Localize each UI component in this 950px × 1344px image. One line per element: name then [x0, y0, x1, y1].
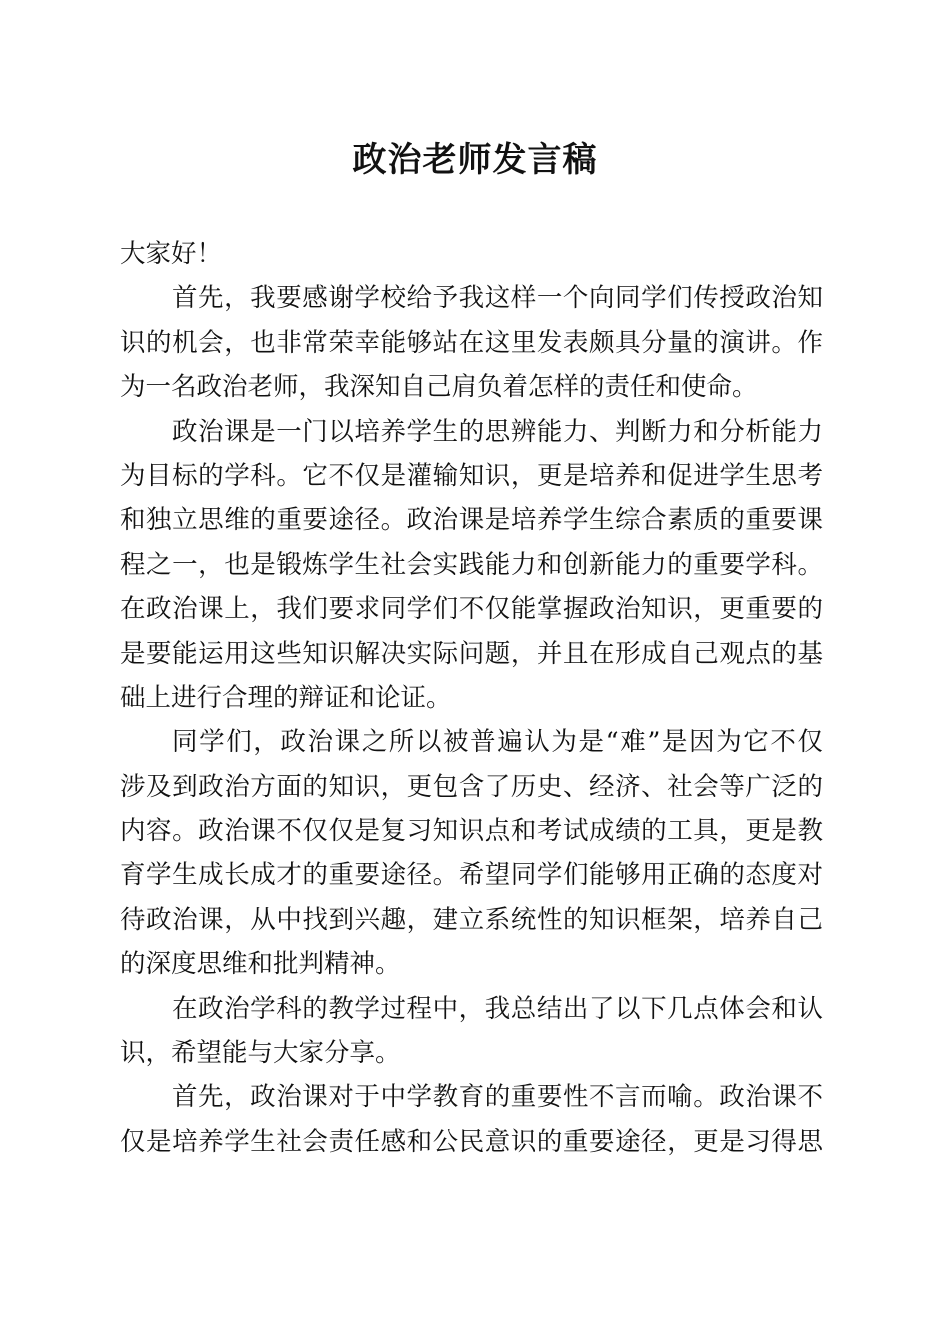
paragraph-line: 在政治课上，我们要求同学们不仅能掌握政治知识，更重要的: [120, 594, 823, 625]
paragraph-line: 在政治学科的教学过程中，我总结出了以下几点体会和认: [172, 993, 823, 1024]
paragraph-line: 识，希望能与大家分享。: [120, 1038, 401, 1069]
paragraph: [120, 410, 823, 721]
paragraph-line: 为目标的学科。它不仅是灌输知识，更是培养和促进学生思考: [120, 460, 823, 491]
paragraph-line: 涉及到政治方面的知识，更包含了历史、经济、社会等广泛的: [120, 771, 823, 802]
paragraph-line: 仅是培养学生社会责任感和公民意识的重要途径，更是习得思: [120, 1126, 823, 1157]
paragraph-line: 同学们，政治课之所以被普遍认为是“难”是因为它不仅: [172, 727, 823, 758]
paragraph: [120, 720, 823, 986]
paragraph-line: 程之一，也是锻炼学生社会实践能力和创新能力的重要学科。: [120, 549, 823, 580]
paragraph-line: 是要能运用这些知识解决实际问题，并且在形成自己观点的基: [120, 638, 823, 669]
paragraph-line: 的深度思维和批判精神。: [120, 949, 401, 980]
paragraphs: [120, 276, 823, 1164]
paragraph: [120, 1075, 823, 1164]
document-body: [120, 232, 823, 1164]
paragraph-line: 础上进行合理的辩证和论证。: [120, 682, 452, 713]
document-title: 政治老师发言稿: [352, 140, 598, 180]
paragraph: [120, 987, 823, 1076]
greeting: 大家好！: [120, 239, 223, 269]
paragraph-line: 识的机会，也非常荣幸能够站在这里发表颇具分量的演讲。作: [120, 327, 823, 358]
paragraph-line: 和独立思维的重要途径。政治课是培养学生综合素质的重要课: [120, 505, 823, 536]
paragraph-line: 育学生成长成才的重要途径。希望同学们能够用正确的态度对: [120, 860, 823, 891]
paragraph-line: 首先，政治课对于中学教育的重要性不言而喻。政治课不: [172, 1082, 823, 1113]
paragraph-line: 待政治课，从中找到兴趣，建立系统性的知识框架，培养自己: [120, 904, 823, 935]
paragraph-line: 首先，我要感谢学校给予我这样一个向同学们传授政治知: [172, 283, 823, 314]
paragraph: [120, 276, 823, 409]
paragraph-line: 为一名政治老师，我深知自己肩负着怎样的责任和使命。: [120, 372, 758, 403]
paragraph-line: 政治课是一门以培养学生的思辨能力、判断力和分析能力: [172, 416, 823, 447]
paragraph-line: 内容。政治课不仅仅是复习知识点和考试成绩的工具，更是教: [120, 816, 823, 847]
